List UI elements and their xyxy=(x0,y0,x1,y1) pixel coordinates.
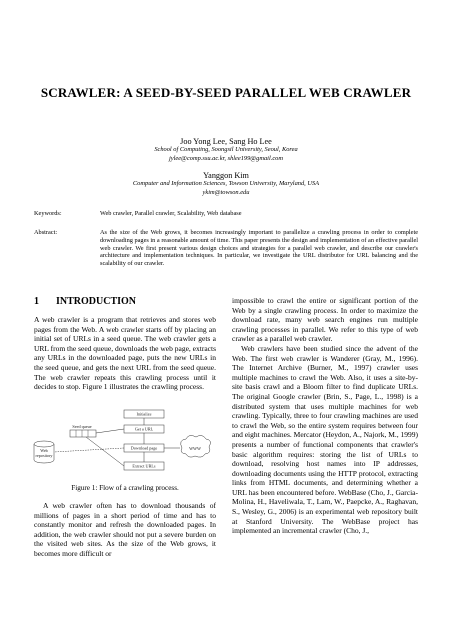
seed-queue-shape xyxy=(70,430,96,437)
left-column-bottom xyxy=(34,501,216,559)
affiliation-2: Computer and Information Sciences, Towson University, Maryland, USA xyxy=(132,180,320,188)
arrow-extract-to-queue xyxy=(86,437,124,466)
paper-title: SCRAWLER: A SEED-BY-SEED PARALLEL WEB CRAWLER xyxy=(40,85,412,100)
left-paragraph-2: A web crawler often has to download thousands of millions of pages in a short period of time and has to constantly monitor and refresh the downloaded pages. In addition, the web crawler should not put a severe burden on the visited web sites. As the size of the Web grows, it becomes more difficult or xyxy=(34,501,216,558)
web-repository-label-2: repository xyxy=(35,453,53,458)
left-paragraph-1: A web crawler is a program that retrieves and stores web pages from the Web. A web crawler starts off by placing an initial set of URLs in a seed queue. The web crawler gets a URL from the seed queue, downloads the web page, extracts any URLs in the downloaded page, puts the new URLs in the seed queue, and gets the next URL from the seed queue. The web crawler repeats this crawling process until it decides to stop. Figure 1 illustrates the crawling process. xyxy=(34,315,216,392)
seed-queue-label: Seed queue xyxy=(72,424,92,429)
initialize-label: Initialize xyxy=(136,411,152,417)
right-paragraph-1: impossible to crawl the entire or significant portion of the Web by a single crawling process. In order to maximize the download rate, many web search engines run multiple crawling processes in parallel. We refer to this type of web crawler as a parallel web crawler. xyxy=(232,296,418,344)
arrow-queue-to-get xyxy=(96,429,124,433)
author-block-1 xyxy=(0,138,452,163)
www-label: WWW xyxy=(189,446,201,451)
section-number: 1 xyxy=(34,296,39,307)
author-block-2 xyxy=(0,172,452,197)
download-page-label: Download page xyxy=(130,445,158,451)
abstract-text: As the size of the Web grows, it becomes increasingly important to parallelize a crawling process in order to complete downloading pages in a reasonable amount of time. This paper presents the design and implementation of an effective parallel web crawler. We first present various design choices and strategies for a parallel web crawler, and describe our crawler's architecture and implementation techniques. In particular, we investigate the URL distributor for URL balancing and the scalability of our crawler. xyxy=(100,229,418,268)
email-2: ykim@towson.edu xyxy=(202,188,250,196)
extract-urls-label: Extract URLs xyxy=(132,463,156,469)
web-repository-top xyxy=(34,441,54,447)
figure-1-flowchart xyxy=(30,408,220,478)
affiliation-1: School of Computing, Soongsil University, Seoul, Korea xyxy=(154,146,298,154)
authors-1: Joo Yong Lee, Sang Ho Lee xyxy=(180,137,272,146)
authors-2: Yanggon Kim xyxy=(203,171,249,180)
keywords-text: Web crawler, Parallel crawler, Scalability, Web database xyxy=(100,210,242,217)
keywords-label: Keywords: xyxy=(34,210,62,217)
arrow-download-to-repo xyxy=(54,448,124,452)
right-column xyxy=(232,296,418,536)
section-title: INTRODUCTION xyxy=(56,296,137,307)
figure-1-caption: Figure 1: Flow of a crawling process. xyxy=(71,484,179,492)
web-repository-label-1: Web xyxy=(40,448,48,453)
right-paragraph-2: Web crawlers have been studied since the advent of the Web. The first web crawler is Wanderer (Gray, M., 1996). The Internet Archive (Burner, M., 1997) crawler uses multiple machines to crawl the Web. Also, it uses a site-by-site basis crawl and a Bloom filter to find duplicate URLs. The original Google crawler (Brin, S., Page, L., 1998) is a distributed system that uses multiple machines for web crawling. Typically, three to four crawling machines are used to crawl the Web, so the entire system requires between four and eight machines. Mercator (Heydon, A., Najork, M., 1999) presents a number of functional components that crawler's basic algorithm requires: storing the list of URLs to download, resolving host names into IP addresses, downloading documents using the HTTP protocol, extracting links from HTML documents, and determining whether a URL has been encountered before. WebBase (Cho, J., Garcia-Molina, H., Haveliwala, T., Lam, W., Paepcke, A., Raghavan, S., Wesley, G., 2006) is an experimental web repository built at Stanford University. The WebBase project has implemented an incremental crawler (Cho, J., xyxy=(232,343,418,536)
email-1: jylee@comp.ssu.ac.kr, shlee199@gmail.com xyxy=(169,154,283,162)
section-heading xyxy=(34,296,136,307)
abstract-label: Abstract: xyxy=(34,229,58,236)
get-url-label: Get a URL xyxy=(134,426,154,432)
left-column-top xyxy=(34,315,216,392)
